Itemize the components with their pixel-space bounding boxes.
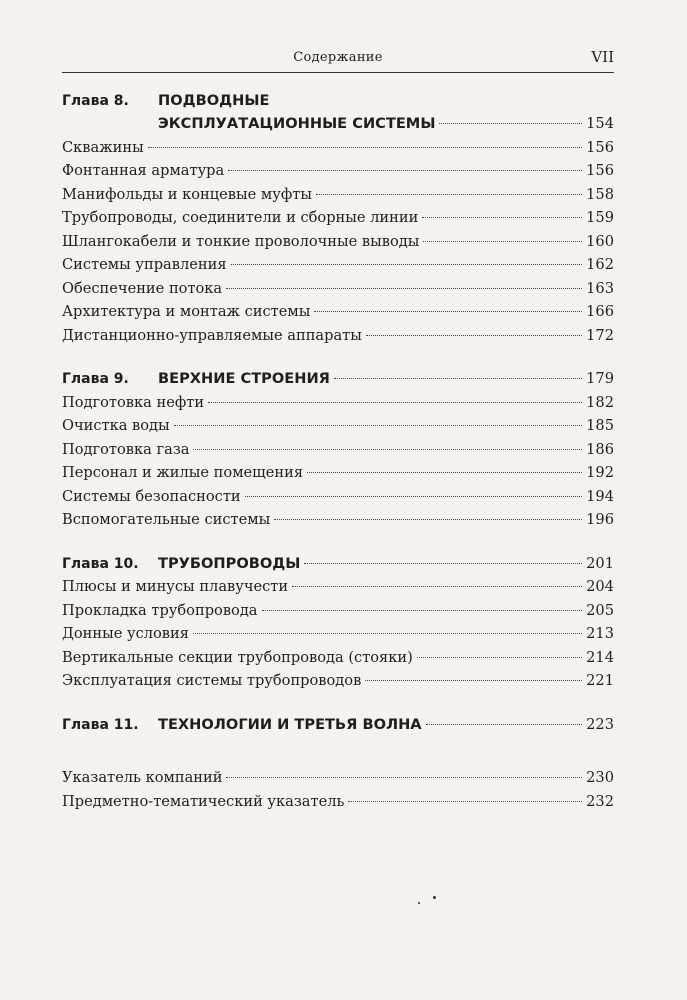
- toc-entry[interactable]: [62, 233, 614, 257]
- leader-dots: [262, 610, 583, 611]
- leader-dots: [417, 657, 582, 658]
- header-page-number: VII: [591, 48, 614, 66]
- entry-text: Указатель компаний: [62, 769, 223, 786]
- entry-text: Системы безопасности: [62, 487, 241, 505]
- entry-text: Вспомогательные системы: [62, 511, 271, 528]
- leader-dots: [226, 777, 582, 778]
- toc-entry[interactable]: [62, 417, 614, 441]
- entry-page: 192: [586, 464, 614, 481]
- leader-dots: [274, 519, 582, 520]
- toc-entry[interactable]: [62, 602, 614, 626]
- entry-text: Прокладка трубопровода: [62, 601, 258, 619]
- chapter-heading: [62, 92, 614, 115]
- chapter-label: Глава 9.: [62, 371, 129, 387]
- toc-entry[interactable]: [62, 209, 614, 233]
- entry-text: Эксплуатация системы трубопроводов: [62, 672, 362, 689]
- header-rule: [62, 72, 614, 73]
- leader-dots: [366, 335, 582, 336]
- entry-page: 186: [586, 440, 614, 458]
- entry-page: 196: [586, 511, 614, 528]
- leader-dots: [334, 378, 582, 379]
- leader-dots: [245, 496, 583, 497]
- entry-text: Скважины: [62, 138, 144, 156]
- leader-dots: [292, 586, 582, 587]
- leader-dots: [174, 425, 582, 426]
- toc-entry[interactable]: [62, 672, 614, 696]
- entry-text: Вертикальные секции трубопровода (стояки): [62, 648, 413, 666]
- entry-page: 158: [586, 185, 614, 203]
- chapter-page: 179: [586, 370, 614, 387]
- print-speck: [433, 896, 436, 899]
- entry-text: Очистка воды: [62, 417, 170, 434]
- entry-page: 185: [586, 417, 614, 434]
- chapter-title: ТЕХНОЛОГИИ И ТРЕТЬЯ ВОЛНА: [158, 715, 422, 733]
- chapter-title-line2: ЭКСПЛУАТАЦИОННЫЕ СИСТЕМЫ: [158, 115, 436, 132]
- chapter-11: [62, 716, 614, 740]
- entry-text: Персонал и жилые помещения: [62, 464, 304, 481]
- toc-entry[interactable]: [62, 769, 614, 793]
- entry-page: 232: [586, 792, 614, 810]
- chapter-page: 154: [586, 115, 614, 132]
- chapter-heading[interactable]: [62, 370, 614, 394]
- table-of-contents: [62, 92, 614, 816]
- entry-page: 194: [586, 487, 614, 505]
- chapter-label: Глава 11.: [62, 716, 139, 733]
- leader-dots: [439, 123, 582, 124]
- leader-dots: [304, 563, 582, 564]
- entry-page: 172: [586, 326, 614, 344]
- entry-page: 214: [586, 648, 614, 666]
- chapter-title: ТРУБОПРОВОДЫ: [158, 554, 301, 572]
- chapter-title: ВЕРХНИЕ СТРОЕНИЯ: [158, 370, 330, 387]
- toc-entry[interactable]: [62, 256, 614, 280]
- leader-dots: [426, 724, 583, 725]
- leader-dots: [208, 402, 582, 403]
- chapter-page: 223: [586, 715, 614, 733]
- entry-page: 160: [586, 232, 614, 250]
- toc-entry[interactable]: [62, 464, 614, 488]
- chapter-10: [62, 555, 614, 696]
- entry-page: 230: [586, 769, 614, 786]
- leader-dots: [348, 801, 582, 802]
- entry-page: 156: [586, 162, 614, 179]
- leader-dots: [193, 449, 582, 450]
- leader-dots: [226, 288, 582, 289]
- toc-entry[interactable]: [62, 139, 614, 163]
- chapter-title-line1: ПОДВОДНЫЕ: [158, 92, 270, 109]
- leader-dots: [307, 472, 582, 473]
- toc-entry[interactable]: [62, 303, 614, 327]
- entry-text: Обеспечение потока: [62, 279, 223, 297]
- toc-entry[interactable]: [62, 511, 614, 535]
- toc-entry[interactable]: [62, 162, 614, 186]
- toc-entry[interactable]: [62, 327, 614, 351]
- index-section: [62, 769, 614, 816]
- entry-page: 163: [586, 279, 614, 297]
- entry-text: Подготовка газа: [62, 440, 190, 458]
- toc-entry[interactable]: [62, 280, 614, 304]
- entry-page: 159: [586, 209, 614, 226]
- chapter-9: [62, 370, 614, 535]
- header-title: Содержание: [293, 50, 383, 65]
- entry-text: Подготовка нефти: [62, 393, 205, 411]
- chapter-label: Глава 10.: [62, 555, 139, 572]
- leader-dots: [423, 241, 582, 242]
- entry-text: Архитектура и монтаж системы: [62, 303, 311, 320]
- toc-entry[interactable]: [62, 625, 614, 649]
- entry-text: Фонтанная арматура: [62, 162, 225, 179]
- entry-page: 162: [586, 256, 614, 273]
- entry-text: Шлангокабели и тонкие проволочные выводы: [62, 232, 420, 250]
- chapter-page: 201: [586, 554, 614, 572]
- entry-text: Манифольды и концевые муфты: [62, 185, 312, 203]
- entry-page: 182: [586, 393, 614, 411]
- leader-dots: [316, 194, 582, 195]
- entry-page: 156: [586, 138, 614, 156]
- entry-page: 205: [586, 601, 614, 619]
- entry-page: 213: [586, 625, 614, 642]
- chapter-heading-line2[interactable]: [62, 115, 614, 139]
- entry-text: Системы управления: [62, 256, 227, 273]
- entry-page: 221: [586, 672, 614, 689]
- leader-dots: [231, 264, 583, 265]
- leader-dots: [193, 633, 582, 634]
- print-speck: [418, 902, 420, 904]
- toc-entry[interactable]: [62, 394, 614, 418]
- chapter-8: [62, 92, 614, 350]
- entry-text: Донные условия: [62, 625, 189, 642]
- chapter-label: Глава 8.: [62, 93, 129, 109]
- chapter-heading[interactable]: [62, 716, 614, 740]
- leader-dots: [228, 170, 582, 171]
- entry-page: 204: [586, 578, 614, 595]
- toc-entry[interactable]: [62, 441, 614, 465]
- toc-entry[interactable]: [62, 488, 614, 512]
- toc-entry[interactable]: [62, 793, 614, 817]
- chapter-heading[interactable]: [62, 555, 614, 579]
- leader-dots: [314, 311, 582, 312]
- entry-text: Трубопроводы, соединители и сборные линии: [62, 209, 419, 226]
- entry-text: Плюсы и минусы плавучести: [62, 578, 289, 595]
- running-header: [62, 48, 614, 70]
- leader-dots: [422, 217, 582, 218]
- toc-entry[interactable]: [62, 186, 614, 210]
- leader-dots: [365, 680, 582, 681]
- toc-entry[interactable]: [62, 578, 614, 602]
- entry-page: 166: [586, 303, 614, 320]
- leader-dots: [148, 147, 582, 148]
- toc-entry[interactable]: [62, 649, 614, 673]
- entry-text: Предметно-тематический указатель: [62, 792, 345, 810]
- entry-text: Дистанционно-управляемые аппараты: [62, 326, 362, 344]
